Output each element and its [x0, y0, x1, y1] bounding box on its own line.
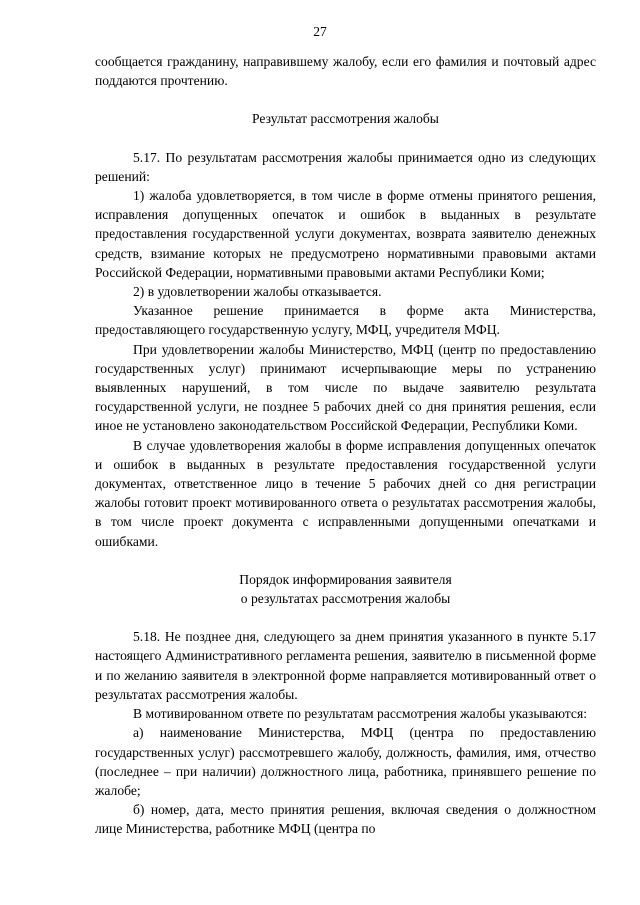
paragraph: При удовлетворении жалобы Министерство, МФЦ (центр по предоставлению государственных услуг) принимают исчерпывающие меры по устранению выявленных нарушений, в том числе по выдаче заявителю результата государственной услуги, не позднее 5 рабочих дней со дня принятия решения, если иное не установлено законодательством Российской Федерации, Республики Коми.	[95, 341, 596, 434]
paragraph: 5.17. По результатам рассмотрения жалобы принимается одно из следующих решений:	[95, 149, 596, 184]
paragraph: 2) в удовлетворении жалобы отказывается.	[133, 284, 382, 300]
section-heading: о результатах рассмотрения жалобы	[240, 591, 451, 607]
paragraph: 1) жалоба удовлетворяется, в том числе в форме отмены принятого решения, исправления допущенных опечаток и ошибок в выданных в результате предоставления государственной услуги документах, возврата заявителю денежных средств, взимание которых не предусмотрено нормативными правовыми актами Российской Федерации, нормативными правовыми актами Республики Коми;	[95, 188, 596, 280]
paragraph: Указанное решение принимается в форме акта Министерства, предоставляющего государственную услугу, МФЦ, учредителя МФЦ.	[95, 303, 596, 338]
paragraph: В мотивированном ответе по результатам рассмотрения жалобы указываются:	[133, 706, 587, 722]
page-number: 27	[313, 24, 327, 39]
document-body	[95, 52, 596, 839]
section-heading: Порядок информирования заявителя	[239, 571, 452, 587]
section-heading: Результат рассмотрения жалобы	[252, 111, 439, 127]
paragraph: сообщается гражданину, направившему жалобу, если его фамилия и почтовый адрес поддаются прочтению.	[95, 54, 596, 89]
paragraph: В случае удовлетворения жалобы в форме исправления допущенных опечаток и ошибок в выданных в результате предоставления государственной услуги документах, ответственное лицо в течение 5 рабочих дней со дня регистрации жалобы готовит проект мотивированного ответа о результатах рассмотрения жалобы, в том числе проект документа с исправленными допущенными опечатками и ошибками.	[95, 437, 596, 549]
paragraph: а) наименование Министерства, МФЦ (центра по предоставлению государственных услуг) рассмотревшего жалобу, должность, фамилия, имя, отчество (последнее – при наличии) должностного лица, работника, принявшего решение по жалобе;	[95, 725, 596, 798]
paragraph: 5.18. Не позднее дня, следующего за днем принятия указанного в пункте 5.17 настоящего Административного регламента решения, заявителю в письменной форме и по желанию заявителя в электронной форме направляется мотивированный ответ о результатах рассмотрения жалобы.	[95, 629, 596, 702]
paragraph: б) номер, дата, место принятия решения, включая сведения о должностном лице Министерства, работнике МФЦ (центра по	[95, 802, 596, 837]
